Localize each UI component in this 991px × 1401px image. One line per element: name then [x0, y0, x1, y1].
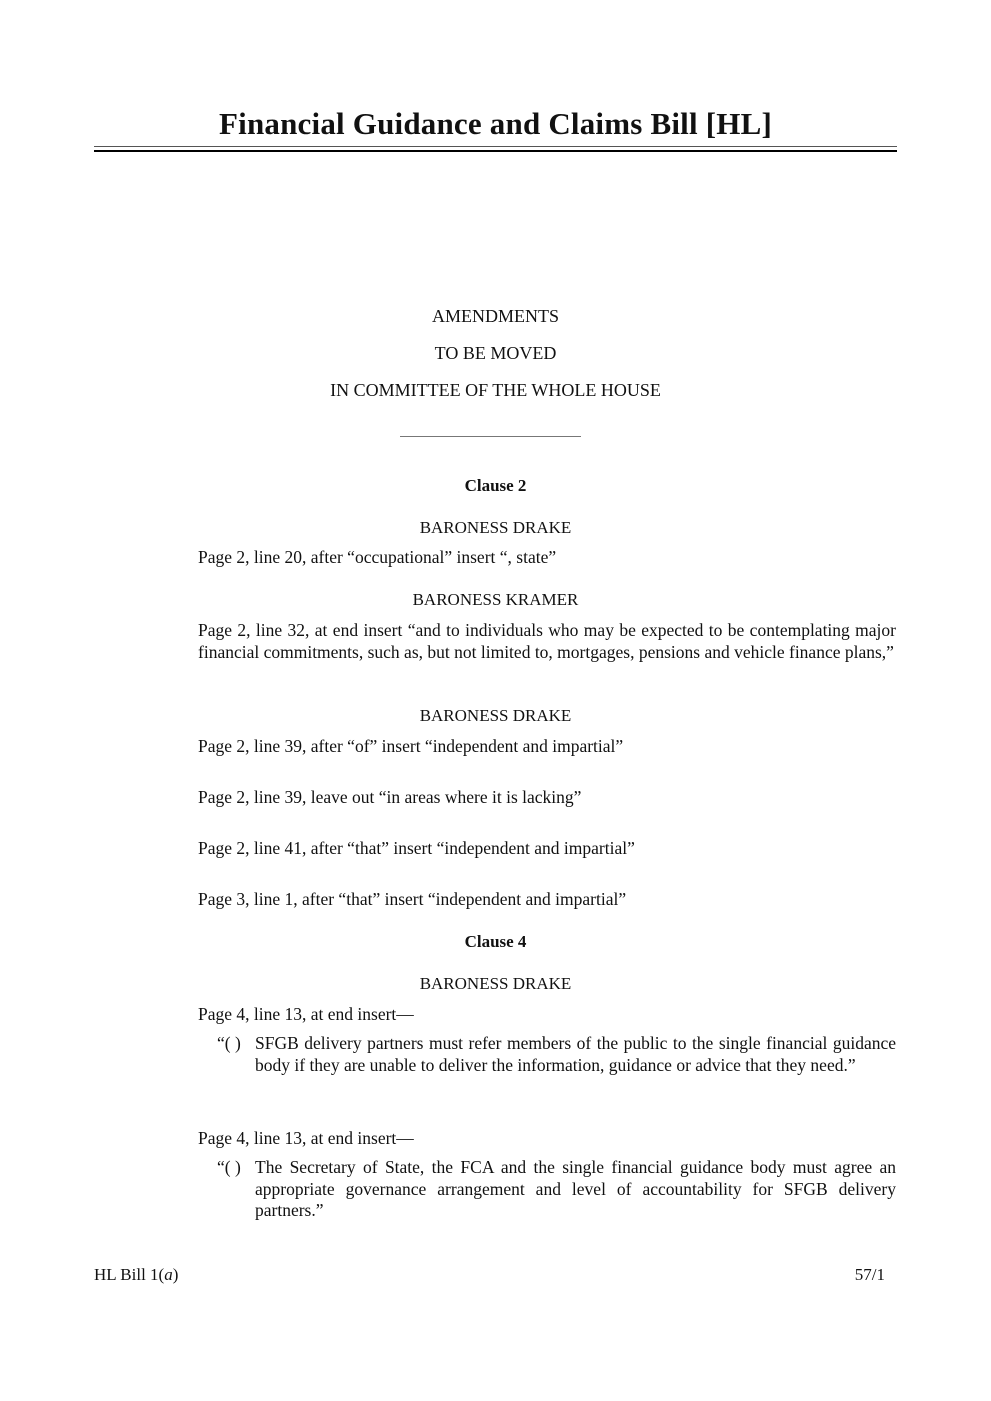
amendment-text: Page 4, line 13, at end insert— — [198, 1004, 414, 1024]
quote-body: The Secretary of State, the FCA and the single financial guidance body must agree an appropriate governance arrangement and level of accountability for SFGB delivery partners.” — [255, 1157, 896, 1220]
amendment-text: Page 2, line 20, after “occupational” insert “, state” — [198, 547, 557, 567]
heading-separator — [400, 436, 581, 437]
bill-number-suffix: ) — [172, 1265, 179, 1284]
quote-mark: “( ) — [217, 1033, 241, 1053]
bill-title: Financial Guidance and Claims Bill [HL] — [219, 106, 772, 141]
bill-number — [94, 1265, 178, 1285]
page-reference: 57/1 — [854, 1265, 885, 1284]
amendment-text: Page 2, line 39, leave out “in areas where it is lacking” — [198, 787, 582, 807]
bill-number-prefix: HL Bill 1( — [94, 1265, 165, 1284]
clause-heading: Clause 2 — [464, 476, 527, 495]
member-name: BARONESS DRAKE — [419, 518, 572, 537]
amendment-quote — [217, 1033, 896, 1076]
title-rule-thin — [94, 146, 897, 147]
amendment-text: Page 4, line 13, at end insert— — [198, 1128, 414, 1148]
quote-mark: “( ) — [217, 1157, 241, 1177]
amendment-quote — [217, 1157, 896, 1222]
amendment-text: Page 2, line 32, at end insert “and to individuals who may be expected to be contemplating major financial commitments, such as, but not limited to, mortgages, pensions and vehicle finance plans,” — [198, 620, 896, 662]
amendment-text: Page 3, line 1, after “that” insert “independent and impartial” — [198, 889, 627, 909]
member-name: BARONESS DRAKE — [419, 974, 572, 993]
member-name: BARONESS DRAKE — [419, 706, 572, 725]
amendment-text: Page 2, line 39, after “of” insert “independent and impartial” — [198, 736, 624, 756]
clause-heading: Clause 4 — [464, 932, 527, 951]
heading-committee: IN COMMITTEE OF THE WHOLE HOUSE — [330, 380, 661, 400]
member-name: BARONESS KRAMER — [412, 590, 579, 609]
quote-body: SFGB delivery partners must refer members of the public to the single financial guidance body if they are unable to deliver the information, guidance or advice that they need.” — [255, 1033, 896, 1075]
title-rule-thick — [94, 150, 897, 152]
heading-amendments: AMENDMENTS — [431, 306, 559, 326]
bill-number-italic: a — [164, 1265, 173, 1284]
heading-to-be-moved: TO BE MOVED — [434, 343, 557, 363]
amendment-text: Page 2, line 41, after “that” insert “independent and impartial” — [198, 838, 635, 858]
